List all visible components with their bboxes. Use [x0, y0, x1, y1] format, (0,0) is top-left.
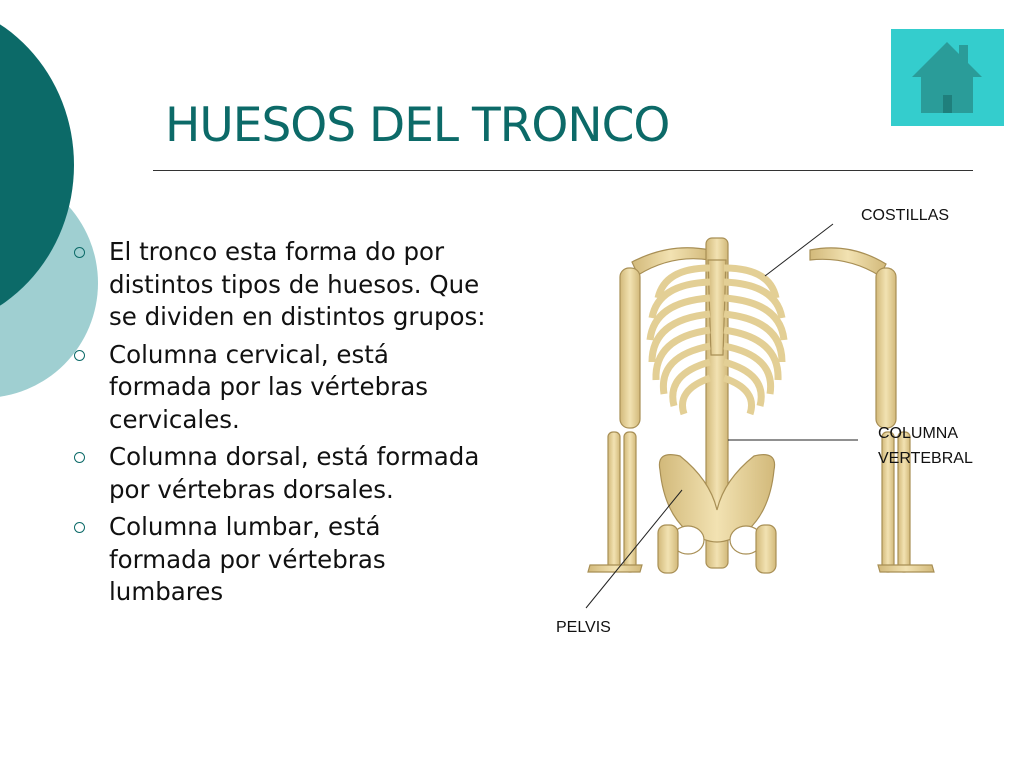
home-button[interactable]	[891, 29, 1004, 126]
skeleton-illustration	[560, 180, 1020, 650]
bullet-list	[70, 236, 490, 614]
label-costillas: COSTILLAS	[861, 207, 950, 224]
title-divider	[153, 170, 973, 171]
bullet-circle-icon	[74, 522, 85, 533]
skeleton-figure	[556, 180, 1020, 650]
slide-title: HUESOS DEL TRONCO	[165, 98, 670, 153]
label-columna: COLUMNA	[878, 425, 959, 442]
bullet-item	[70, 511, 490, 609]
bullet-circle-icon	[74, 452, 85, 463]
home-icon	[891, 29, 1004, 126]
bullet-item	[70, 339, 490, 437]
label-vertebral: VERTEBRAL	[878, 450, 973, 467]
bullet-text: Columna cervical, está formada por las vértebras cervicales.	[109, 339, 428, 434]
bullet-circle-icon	[74, 350, 85, 361]
bullet-item	[70, 236, 490, 334]
bullet-text: Columna dorsal, está formada por vértebras dorsales.	[109, 442, 480, 504]
bullet-item	[70, 441, 490, 506]
bullet-text: Columna lumbar, está formada por vértebras lumbares	[109, 512, 386, 606]
label-pelvis: PELVIS	[556, 619, 611, 636]
bullet-circle-icon	[74, 247, 85, 258]
bullet-text: El tronco esta forma do por distintos tipos de huesos. Que se dividen en distintos grupos:	[109, 237, 486, 331]
